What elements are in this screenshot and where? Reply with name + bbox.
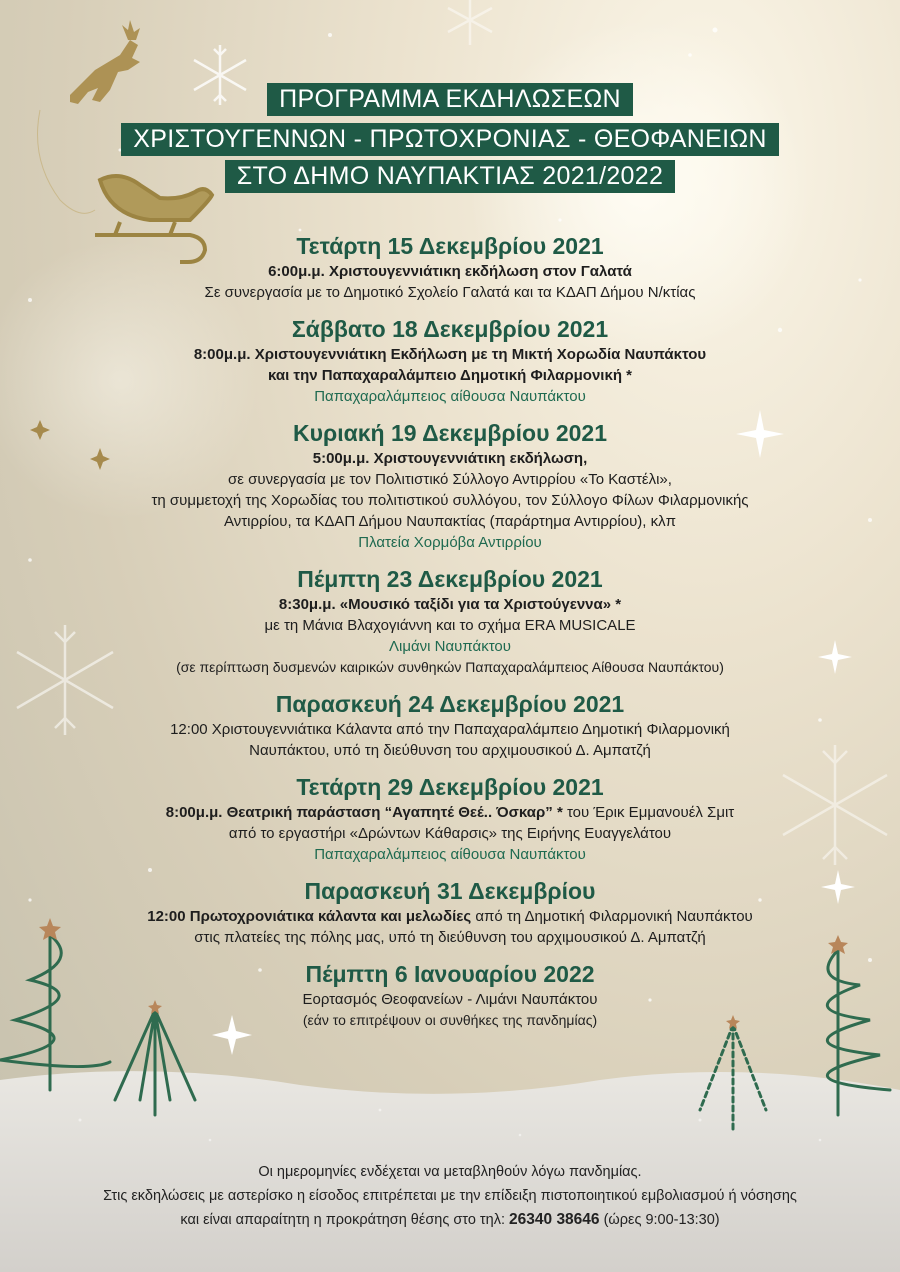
event-venue: Παπαχαραλάμπειος αίθουσα Ναυπάκτου — [314, 846, 586, 863]
event-detail-bold: 8:00μ.μ. Θεατρική παράσταση “Αγαπητέ Θεέ.. Όσκαρ” * — [165, 804, 563, 821]
event-detail: τη συμμετοχή της Χορωδίας του πολιτιστικού συλλόγου, τον Σύλλογο Φίλων Φιλαρμονικής — [151, 492, 749, 509]
event-detail-rest: από τη Δημοτική Φιλαρμονική Ναυπάκτου — [471, 908, 753, 925]
event-detail — [60, 906, 840, 927]
event-date: Παρασκευή 24 Δεκεμβρίου 2021 — [275, 691, 625, 717]
event-detail: 6:00μ.μ. Χριστουγεννιάτικη εκδήλωση στον Γαλατά — [268, 263, 632, 280]
event-date: Σάββατο 18 Δεκεμβρίου 2021 — [291, 316, 609, 342]
event-note: (σε περίπτωση δυσμενών καιρικών συνθηκών Παπαχαραλάμπειος Αίθουσα Ναυπάκτου) — [176, 659, 724, 675]
event-date: Παρασκευή 31 Δεκεμβρίου — [304, 878, 596, 904]
event-date: Πέμπτη 23 Δεκεμβρίου 2021 — [297, 566, 603, 592]
footer-pandemic-note: Οι ημερομηνίες ενδέχεται να μεταβληθούν λόγω πανδημίας. — [258, 1164, 642, 1180]
event-detail: και την Παπαχαραλάμπειο Δημοτική Φιλαρμονική * — [268, 367, 632, 384]
event-venue: Λιμάνι Ναυπάκτου — [389, 638, 511, 655]
event-date: Κυριακή 19 Δεκεμβρίου 2021 — [292, 420, 608, 446]
event-detail: 12:00 Χριστουγεννιάτικα Κάλαντα από την Παπαχαραλάμπειο Δημοτική Φιλαρμονική — [170, 721, 730, 738]
event-detail-rest: του Έρικ Εμμανουέλ Σμιτ — [562, 804, 735, 821]
event-date: Τετάρτη 29 Δεκεμβρίου 2021 — [296, 774, 604, 800]
event-detail: 8:00μ.μ. Χριστουγεννιάτικη Εκδήλωση με τη Μικτή Χορωδία Ναυπάκτου — [193, 346, 707, 363]
footer-booking-text: και είναι απαραίτητη η προκράτηση θέσης στο τηλ: — [180, 1212, 505, 1228]
event-detail: 5:00μ.μ. Χριστουγεννιάτικη εκδήλωση, — [312, 450, 588, 467]
event-block — [60, 960, 840, 1031]
event-block — [60, 565, 840, 678]
event-detail: σε συνεργασία με τον Πολιτιστικό Σύλλογο Αντιρρίου «Το Καστέλι», — [228, 471, 672, 488]
events-list — [60, 232, 840, 1043]
event-date: Τετάρτη 15 Δεκεμβρίου 2021 — [296, 233, 604, 259]
header-row-1 — [0, 83, 900, 116]
event-venue: Πλατεία Χορμόβα Αντιρρίου — [358, 534, 542, 551]
header-row-3 — [0, 160, 900, 193]
event-detail: Ναυπάκτου, υπό τη διεύθυνση του αρχιμουσικού Δ. Αμπατζή — [249, 742, 651, 759]
event-detail: στις πλατείες της πόλης μας, υπό τη διεύθυνση του αρχιμουσικού Δ. Αμπατζή — [194, 929, 706, 946]
event-detail — [60, 802, 840, 823]
event-block — [60, 419, 840, 553]
event-venue: Παπαχαραλάμπειος αίθουσα Ναυπάκτου — [314, 388, 586, 405]
office-hours: (ώρες 9:00-13:30) — [603, 1212, 720, 1228]
header-row-2 — [0, 123, 900, 156]
event-detail: με τη Μάνια Βλαχογιάννη και το σχήμα ERA MUSICALE — [264, 617, 636, 634]
event-block — [60, 315, 840, 407]
event-detail: 8:30μ.μ. «Μουσικό ταξίδι για τα Χριστούγεννα» * — [278, 596, 622, 613]
event-detail: Σε συνεργασία με το Δημοτικό Σχολείο Γαλατά και τα ΚΔΑΠ Δήμου Ν/κτίας — [204, 284, 696, 301]
footer-certificate-note: Στις εκδηλώσεις με αστερίσκο η είσοδος επιτρέπεται με την επίδειξη πιστοποιητικού εμβολιασμού ή νόσησης — [103, 1188, 797, 1204]
event-date: Πέμπτη 6 Ιανουαρίου 2022 — [305, 961, 595, 987]
header-title: ΠΡΟΓΡΑΜΜΑ ΕΚΔΗΛΩΣΕΩΝ — [267, 83, 633, 116]
event-block — [60, 232, 840, 303]
event-detail-bold: 12:00 Πρωτοχρονιάτικα κάλαντα και μελωδίες — [147, 908, 472, 925]
footer-notes — [40, 1160, 860, 1232]
event-detail: από το εργαστήρι «Δρώντων Κάθαρσις» της Ειρήνης Ευαγγελάτου — [228, 825, 672, 842]
header-subtitle: ΧΡΙΣΤΟΥΓΕΝΝΩΝ - ΠΡΩΤΟΧΡΟΝΙΑΣ - ΘΕΟΦΑΝΕΙΩΝ — [121, 123, 778, 156]
event-block — [60, 877, 840, 948]
event-block — [60, 773, 840, 865]
event-detail: Εορτασμός Θεοφανείων - Λιμάνι Ναυπάκτου — [302, 991, 598, 1008]
phone-number: 26340 38646 — [509, 1211, 600, 1228]
header-location: ΣΤΟ ΔΗΜΟ ΝΑΥΠΑΚΤΙΑΣ 2021/2022 — [225, 160, 675, 193]
footer-booking-note — [40, 1208, 860, 1232]
event-detail: Αντιρρίου, τα ΚΔΑΠ Δήμου Ναυπακτίας (παράρτημα Αντιρρίου), κλπ — [224, 513, 676, 530]
event-block — [60, 690, 840, 761]
event-note: (εάν το επιτρέψουν οι συνθήκες της πανδημίας) — [302, 1012, 598, 1028]
